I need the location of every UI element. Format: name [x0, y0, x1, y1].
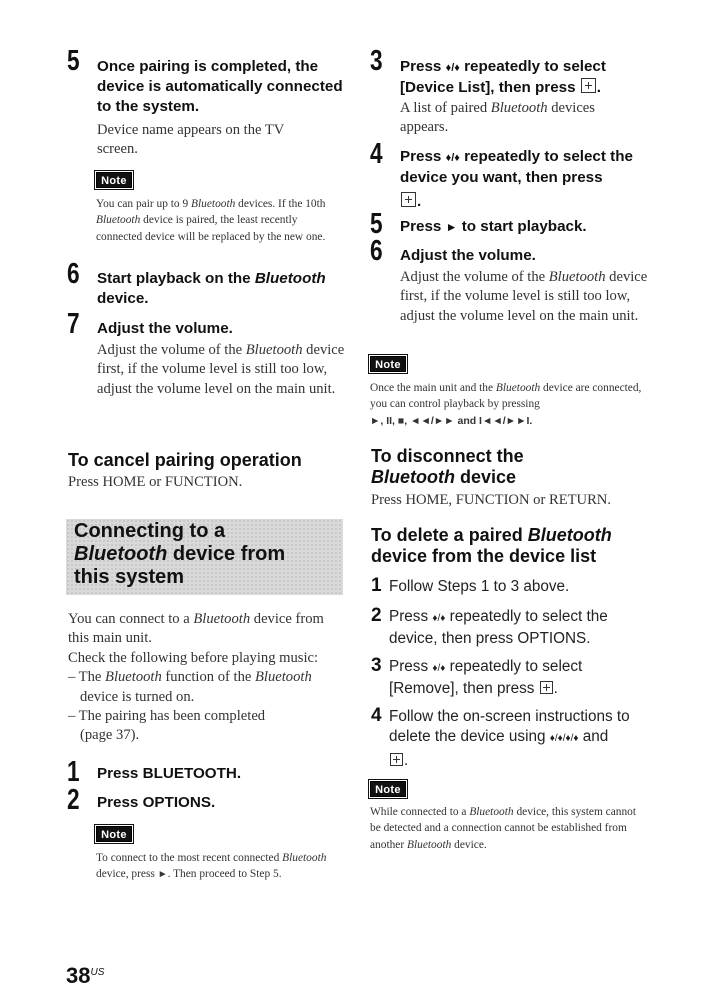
step-number-2: 2 — [67, 784, 80, 816]
note-3-text: Once the main unit and the Bluetooth device are connected, you can control playback by pressing ►, II, ■, ◄◄/►► and I◄◄/►►I. — [370, 382, 642, 427]
delete-step-2-text: Press ♦/♦ repeatedly to select the device, then press OPTIONS. — [389, 608, 608, 647]
right-step-6-body: Adjust the volume of the Bluetooth device first, if the volume level is still too low, adjust the volume level on the main unit. — [400, 269, 648, 324]
page-number: $38^{US}$ — [66, 963, 105, 988]
right-step-3-heading: Press ♦/♦ repeatedly to select [Device List], then press . — [400, 58, 606, 96]
right-step-3-body: A list of paired Bluetooth devices appears. — [400, 100, 595, 136]
right-step-5-heading: Press ► to start playback. — [400, 218, 587, 235]
up-down-arrow-icon: ♦/♦ — [445, 152, 460, 164]
enter-button-icon — [540, 681, 553, 694]
direction-arrows-icon: ♦/♦/♦/♦ — [549, 733, 579, 744]
step-number-6: 6 — [67, 258, 80, 290]
up-down-arrow-icon: ♦/♦ — [432, 663, 446, 674]
section-banner-title: Connecting to a Bluetooth device from this system — [74, 520, 286, 588]
note-1-text: You can pair up to 9 Bluetooth devices. If the 10th Bluetooth device is paired, the least recently connected device will be replaced by the new one. — [96, 198, 326, 243]
up-down-arrow-icon: ♦/♦ — [445, 62, 460, 74]
step-number-5: 5 — [67, 45, 80, 77]
delete-step-4-text: Follow the on-screen instructions to delete the device using ♦/♦/♦/♦ and . — [389, 708, 630, 769]
note-badge-3: Note — [370, 356, 406, 372]
note-badge-2: Note — [96, 826, 132, 842]
step-5-body: Device name appears on the TV screen. — [97, 122, 285, 158]
right-step-number-5: 5 — [370, 208, 383, 240]
playback-control-icons: ►, II, ■, ◄◄/►► and I◄◄/►►I. — [370, 414, 533, 427]
enter-button-icon — [581, 78, 596, 93]
cancel-pairing-heading: To cancel pairing operation — [68, 450, 302, 470]
step-7-heading: Adjust the volume. — [97, 320, 233, 337]
note-4-text: While connected to a Bluetooth device, this system cannot be detected and a connection cannot be established from another Bluetooth device. — [370, 806, 637, 851]
right-step-6-heading: Adjust the volume. — [400, 247, 536, 264]
step-7-body: Adjust the volume of the Bluetooth device first, if the volume level is still too low, adjust the volume level on the main unit. — [97, 342, 345, 397]
intro-text: You can connect to a Bluetooth device from this main unit. Check the following before playing music: – The Bluetooth function of the Bluetooth device is turned on. – The pairing has been completed (page 37). — [68, 611, 324, 744]
play-icon: ► — [157, 869, 168, 881]
enter-button-icon — [390, 753, 403, 766]
up-down-arrow-icon: ♦/♦ — [432, 613, 446, 624]
delete-step-1-text: Follow Steps 1 to 3 above. — [389, 578, 570, 595]
disconnect-heading: To disconnect the Bluetooth device — [371, 446, 524, 487]
cancel-pairing-body: Press HOME or FUNCTION. — [68, 474, 243, 490]
delete-step-number-3: 3 — [371, 655, 382, 676]
right-step-number-3: 3 — [370, 45, 383, 77]
step-number-1: 1 — [67, 756, 80, 788]
disconnect-body: Press HOME, FUNCTION or RETURN. — [371, 492, 611, 508]
enter-button-icon — [401, 192, 416, 207]
delete-step-number-1: 1 — [371, 575, 382, 596]
right-step-number-4: 4 — [370, 138, 383, 170]
note-badge-4: Note — [370, 781, 406, 797]
delete-step-number-2: 2 — [371, 605, 382, 626]
step-1-heading: Press BLUETOOTH. — [97, 765, 242, 782]
step-2-heading: Press OPTIONS. — [97, 794, 216, 811]
right-step-4-enter: . — [400, 192, 421, 212]
step-number-7: 7 — [67, 308, 80, 340]
note-2-text: To connect to the most recent connected Bluetooth device, press ►. Then proceed to Step 5. — [96, 852, 327, 881]
right-step-4-heading: Press ♦/♦ repeatedly to select the device you want, then press — [400, 148, 633, 186]
delete-heading: To delete a paired Bluetooth device from the device list — [371, 525, 612, 566]
page-region-suffix: US — [90, 967, 105, 978]
note-badge-1: Note — [96, 172, 132, 188]
right-step-number-6: 6 — [370, 235, 383, 267]
delete-step-3-text: Press ♦/♦ repeatedly to select [Remove], then press . — [389, 658, 583, 697]
section-banner — [66, 519, 343, 595]
delete-step-number-4: 4 — [371, 705, 382, 726]
play-icon: ► — [445, 220, 458, 234]
step-5-heading: Once pairing is completed, the device is automatically connected to the system. — [97, 58, 343, 115]
step-6-heading: Start playback on the Bluetooth device. — [97, 270, 326, 307]
